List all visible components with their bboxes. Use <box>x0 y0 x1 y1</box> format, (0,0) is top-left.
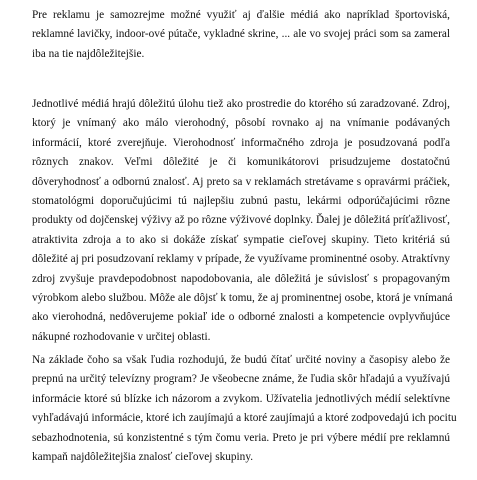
text-line: výrobkom alebo službou. Môže ale dôjsť k tomu, že aj prominentnej osobe, ktorá je vnímaná <box>32 292 453 305</box>
text-line: prepnú na určitý televízny program? Je všeobecne známe, že ľudia skôr hľadajú a využívajú <box>32 373 450 386</box>
text-line: atraktivita zdroja a to ako si dokáže získať sympatie cieľovej skupiny. Tieto kritériá sú <box>32 233 450 246</box>
text-line: dôležité aj pri posudzovaní reklamy v prípade, že využívame prominentné osoby. Atraktívny <box>32 253 451 266</box>
text-line: vyhľadávajú informácie, ktoré ich zaujímajú a ktoré zaujímajú a ktoré zodpovedajú ich pocitu <box>32 412 457 425</box>
text-line: reklamné lavičky, indoor-ové pútače, vykladné skrine, ... ale vo svojej práci som sa zameral <box>32 28 450 41</box>
text-line: Pre reklamu je samozrejme možné využiť aj ďalšie médiá ako napríklad športoviská, <box>32 9 450 21</box>
text-line: ktorý je vnímaný ako málo vierohodný, pôsobí rovnako aj na vnímanie podávaných <box>32 117 450 130</box>
paragraph-source-credibility <box>32 95 453 347</box>
paragraph-other-media <box>32 6 450 64</box>
text-line: dôveryhodnosť a odbornú znalosť. Aj preto sa v reklamách stretávame s opravármi práčiek, <box>32 175 450 188</box>
text-line: Jednotlivé médiá hrajú dôležitú úlohu tiež ako prostredie do ktorého sú zaradzované. Zdroj, <box>32 98 450 110</box>
text-line: ako vierohodná, nedôverujeme pokiaľ ide o odborné znalosti a kompetencie ovplyvňujúce <box>32 311 450 324</box>
text-line: informácií, ktoré zverejňuje. Vierohodnosť informačného zdroja je posudzovaná podľa <box>32 136 450 149</box>
text-line: informácie ktoré sú blízke ich názorom a zvykom. Užívatelia jednotlivých médií selektívne <box>32 392 450 405</box>
text-line: nákupné rozhodovanie v určitej oblasti. <box>32 330 211 343</box>
text-line: rôznych znakov. Veľmi dôležité je či komunikátorovi prisudzujeme dostatočnú <box>32 156 450 169</box>
text-line: produkty od dojčenskej výživy až po rôzne výživové doplnky. Ďalej je dôležitá príťažlivosť, <box>32 214 450 227</box>
text-line: zdroj zvyšuje pravdepodobnost napodobovania, ale dôležitá je súvislosť s propagovaným <box>32 272 450 285</box>
text-line: stomatológmi doporučujúcimi tú najlepšiu zubnú pastu, lekármi odporúčajúcimi rôzne <box>32 195 450 208</box>
paragraph-media-selection <box>32 351 457 467</box>
text-line: sebazhodnotenia, sú konzistentné s tým čomu veria. Preto je pri výbere médií pre reklamnú <box>32 431 450 444</box>
text-line: kampaň najdôležitejšia znalosť cieľovej skupiny. <box>32 451 254 464</box>
text-line: Na základe čoho sa však ľudia rozhodujú, že budú čítať určité noviny a časopisy alebo že <box>32 354 450 366</box>
text-line: iba na tie najdôležitejšie. <box>32 47 145 60</box>
